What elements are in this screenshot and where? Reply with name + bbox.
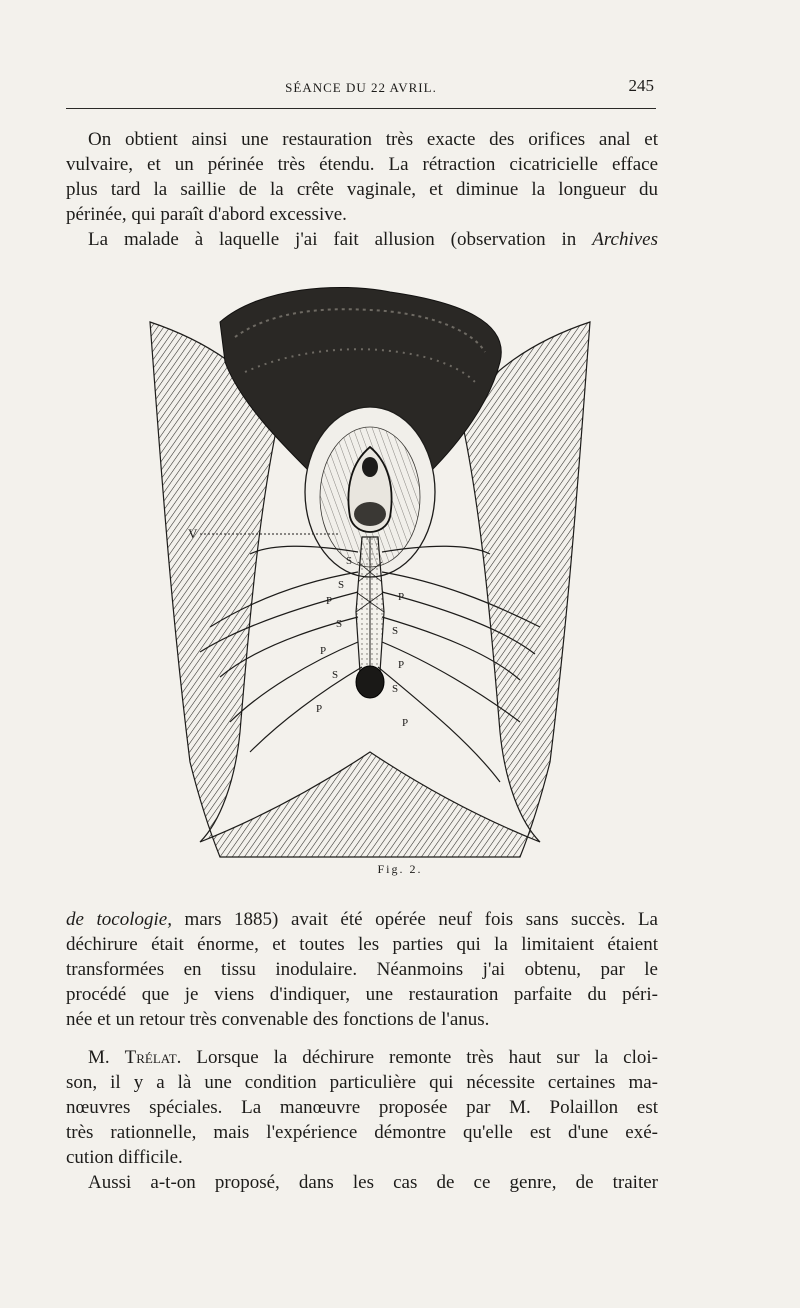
anatomical-figure [140, 282, 600, 862]
figure-label-s: S [392, 625, 399, 637]
page-number: 245 [628, 76, 654, 95]
text-line: périnée, qui paraît d'abord excessive. [66, 204, 347, 225]
figure-label-p: P [316, 703, 323, 715]
text-segment: . Lorsque la déchirure remonte très haut sur la cloi- [176, 1047, 658, 1068]
paragraph-middle [66, 907, 658, 1032]
paragraph-bottom [66, 1045, 658, 1195]
italic-de-tocologie: de tocologie, [66, 909, 172, 930]
text-line: née et un retour très convenable des fonctions de l'anus. [66, 1009, 490, 1030]
running-title: SÉANCE DU 22 AVRIL. [285, 80, 437, 95]
text-line: plus tard la saillie de la crête vaginale, et diminue la longueur du [66, 179, 658, 200]
text-segment: mars 1885) avait été opérée neuf fois sans succès. La [171, 909, 658, 930]
text-line: procédé que je viens d'indiquer, une restauration parfaite du péri- [66, 984, 658, 1005]
figure-caption: Fig. 2. [377, 862, 423, 876]
italic-archives: Archives [592, 229, 658, 250]
figure-label-p: P [326, 595, 333, 607]
speaker-prefix: M. [88, 1047, 110, 1068]
speaker-name: Trélat [124, 1047, 177, 1068]
text-segment: La malade à laquelle j'ai fait allusion (observation in [88, 229, 577, 250]
paragraph-top [66, 127, 658, 252]
figure-label-p: P [398, 591, 405, 603]
text-line: son, il y a là une condition particulière qui nécessite certaines ma- [66, 1072, 658, 1093]
figure-illustration [140, 282, 600, 862]
text-line: nœuvres spéciales. La manœuvre proposée par M. Polaillon est [66, 1097, 658, 1118]
text-line: transformées en tissu inodulaire. Néanmoins j'ai obtenu, par le [66, 959, 658, 980]
figure-label-s: S [332, 669, 339, 681]
figure-label-s: S [338, 579, 345, 591]
header-rule [66, 108, 656, 109]
text-line: On obtient ainsi une restauration très exacte des orifices anal et [88, 129, 658, 150]
figure-label-s: S [392, 683, 399, 695]
text-line: cution difficile. [66, 1147, 183, 1168]
figure-label-s: S [336, 618, 343, 630]
figure-label-p: P [320, 645, 327, 657]
figure-label-s: S [346, 555, 353, 567]
text-line: très rationnelle, mais l'expérience démontre qu'elle est d'une exé- [66, 1122, 658, 1143]
text-line: déchirure était énorme, et toutes les parties qui la limitaient étaient [66, 934, 658, 955]
text-line-with-speaker [66, 1045, 658, 1070]
figure-label-v: V [188, 526, 198, 541]
text-line-with-italic [66, 907, 658, 932]
text-line-with-italic [66, 227, 658, 252]
text-line: vulvaire, et un périnée très étendu. La rétraction cicatricielle efface [66, 154, 658, 175]
figure-label-p: P [402, 717, 409, 729]
anal-orifice [356, 666, 384, 698]
running-head [66, 76, 656, 98]
text-line: Aussi a-t-on proposé, dans les cas de ce genre, de traiter [88, 1172, 658, 1193]
figure-label-p: P [398, 659, 405, 671]
